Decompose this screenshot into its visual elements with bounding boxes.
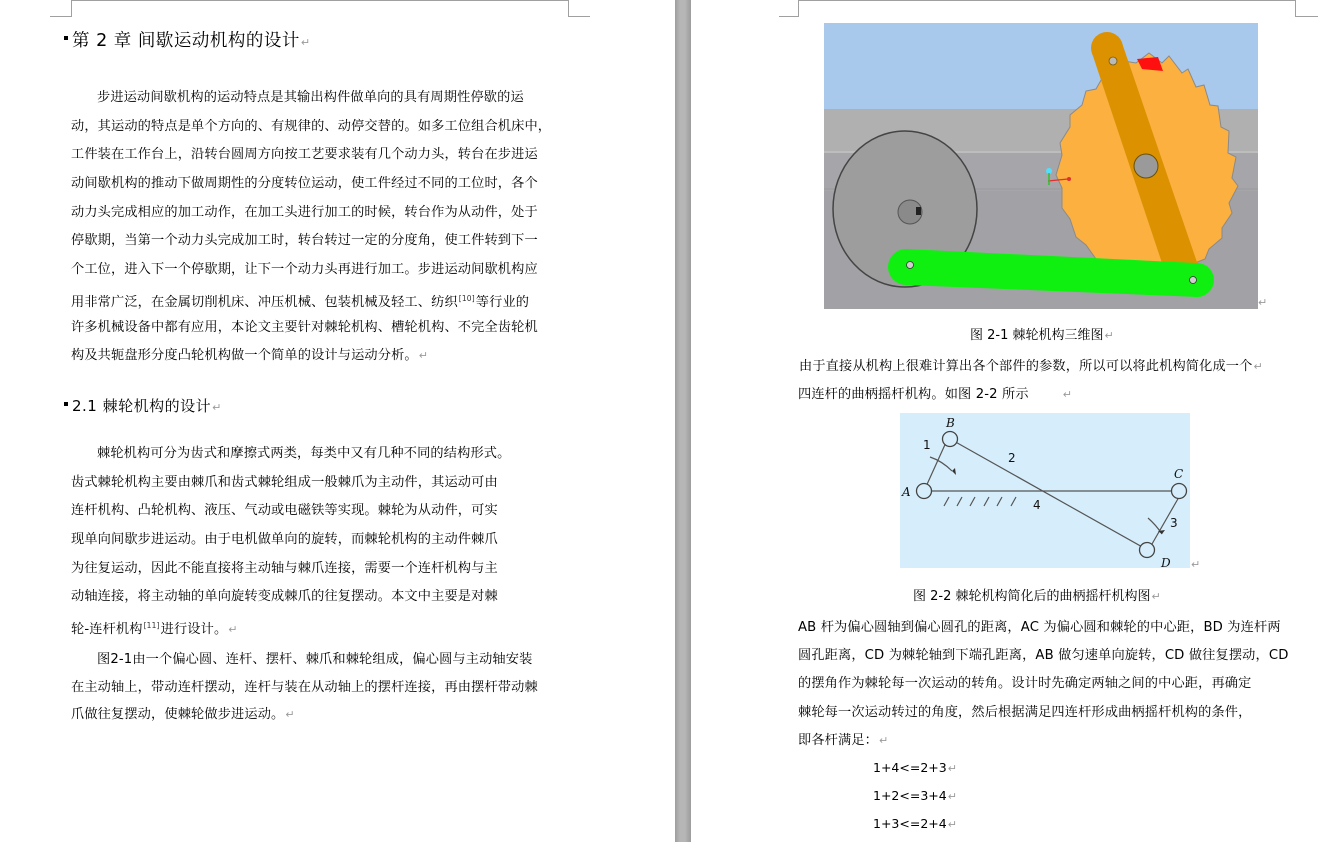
text-line: 动力头完成相应的加工动作，在加工头进行加工的时候，转台作为从动件，处于 (71, 204, 538, 220)
figure-3d-ratchet-image[interactable] (824, 23, 1258, 309)
text-line: 许多机械设备中都有应用，本论文主要针对棘轮机构、槽轮机构、不完全齿轮机 (71, 319, 538, 335)
crop-mark-top-left (779, 0, 799, 17)
paragraph-mark-icon: ↵ (1258, 296, 1268, 309)
text-line: 动，其运动的特点是单个方向的、有规律的、动停交替的。如多工位组合机床中， (71, 118, 552, 134)
text-line: 齿式棘轮机构主要由棘爪和齿式棘轮组成一般棘爪为主动件，其运动可由 (71, 474, 498, 490)
page-top-edge (71, 0, 568, 1)
point-label-b: B (946, 416, 955, 430)
text-line: 图2-1由一个偏心圆、连杆、摆杆、棘爪和棘轮组成，偏心圆与主动轴安装 (97, 652, 533, 667)
text-line: 构及共轭盘形分度凸轮机构做一个简单的设计与运动分析。↵ (71, 348, 429, 364)
text-line: 爪做往复摆动，使棘轮做步进运动。↵ (71, 707, 295, 722)
formula-line: 1+3<=2+4↵ (873, 816, 957, 831)
text-line: 工件装在工作台上，沿转台圆周方向按工艺要求装有几个动力头，转台在步进运 (71, 147, 538, 163)
text-line: 四连杆的曲柄摇杆机构。如图 2-2 所示 ↵ (798, 387, 1073, 402)
text-line: 个工位，进入下一个停歇期，让下一个动力头再进行加工。步进运动间歇机构应 (71, 262, 538, 278)
text-line: 动轴连接，将主动轴的单向旋转变成棘爪的往复摆动。本文中主要是对棘 (71, 589, 498, 605)
paragraph-mark-icon: ↵ (1191, 558, 1201, 571)
text-line: 为往复运动，因此不能直接将主动轴与棘爪连接，需要一个连杆机构与主 (71, 560, 498, 576)
citation-ref[interactable]: [10] (458, 293, 475, 303)
point-label-a: A (902, 485, 911, 499)
text-line: 由于直接从机构上很难计算出各个部件的参数，所以可以将此机构简化成一个↵ (799, 359, 1263, 374)
paragraph-mark-icon: ↵ (1253, 360, 1263, 373)
text-line: 的摆角作为棘轮每一次运动的转角。设计时先确定两轴之间的中心距，再确定 (798, 676, 1252, 691)
crop-mark-top-left (50, 0, 72, 17)
link-label-4: 4 (1033, 498, 1041, 512)
figure-2-1-caption: 图 2-1 棘轮机构三维图↵ (970, 328, 1114, 343)
intro-paragraph[interactable] (71, 84, 571, 371)
paragraph-mark-icon: ↵ (947, 790, 957, 803)
text-line: 停歇期，当第一个动力头完成加工时，转台转过一定的分度角，使工件转到下一 (71, 233, 538, 249)
link-label-2: 2 (1008, 451, 1016, 465)
text-line: 步进运动间歇机构的运动特点是其输出构件做单向的具有周期性停歇的运 (97, 90, 524, 105)
point-label-c: C (1174, 467, 1184, 481)
document-page-right (691, 0, 1338, 842)
heading-bullet (64, 402, 68, 406)
page-top-edge (798, 0, 1295, 1)
page-gap (675, 0, 691, 842)
paragraph-mark-icon: ↵ (212, 401, 222, 414)
crop-mark-top-right (1295, 0, 1318, 17)
figure-description-paragraph[interactable] (71, 646, 571, 729)
text-line: 在主动轴上，带动连杆摆动，连杆与装在从动轴上的摆杆连接，再由摆杆带动棘 (71, 679, 538, 695)
paragraph-mark-icon: ↵ (285, 708, 295, 721)
citation-ref[interactable]: [11] (143, 621, 160, 631)
text-line: 轮-连杆机构[11]进行设计。↵ (71, 621, 238, 638)
point-label-d: D (1161, 556, 1171, 568)
link-label-1: 1 (923, 438, 931, 452)
text-line: 棘轮每一次运动转过的角度，然后根据满足四连杆形成曲柄摇杆机构的条件， (798, 705, 1252, 720)
text-line: 现单向间歇步进运动。由于电机做单向的旋转，而棘轮机构的主动件棘爪 (71, 532, 498, 548)
formula-line: 1+2<=3+4↵ (873, 788, 957, 803)
paragraph-mark-icon: ↵ (1062, 388, 1073, 401)
text-line: 即各杆满足：↵ (798, 733, 889, 748)
paragraph-mark-icon: ↵ (300, 36, 311, 49)
paragraph-mark-icon: ↵ (418, 349, 429, 363)
text-line: AB 杆为偏心圆轴到偏心圆孔的距离，AC 为偏心圆和棘轮的中心距，BD 为连杆两 (798, 620, 1281, 635)
formula-line: 1+4<=2+3↵ (873, 760, 957, 775)
text-line: 用非常广泛，在金属切削机床、冲压机械、包装机械及轻工、纺织[10]等行业的 (71, 293, 530, 310)
paragraph-mark-icon: ↵ (947, 818, 957, 831)
paragraph-mark-icon: ↵ (947, 762, 957, 775)
crop-mark-top-right (568, 0, 590, 17)
figure-2-2-caption: 图 2-2 棘轮机构简化后的曲柄摇杆机构图↵ (913, 589, 1161, 604)
link-label-3: 3 (1170, 516, 1178, 530)
ratchet-paragraph[interactable] (71, 440, 571, 641)
text-line: 棘轮机构可分为齿式和摩擦式两类，每类中又有几种不同的结构形式。 (97, 446, 511, 461)
figure-linkage-diagram[interactable] (900, 413, 1190, 568)
text-line: 圆孔距离，CD 为棘轮轴到下端孔距离，AB 做匀速单向旋转，CD 做往复摆动，CD (798, 648, 1289, 663)
paragraph-mark-icon: ↵ (228, 623, 238, 637)
chapter-heading[interactable]: 第 2 章 间歇运动机构的设计↵ (64, 28, 311, 56)
text-line: 动间歇机构的推动下做周期性的分度转位运动，使工件经过不同的工位时，各个 (71, 176, 538, 192)
heading-bullet (64, 36, 68, 40)
paragraph-mark-icon: ↵ (1151, 590, 1161, 603)
paragraph-mark-icon: ↵ (1104, 329, 1114, 342)
paragraph-mark-icon: ↵ (879, 734, 889, 747)
section-heading[interactable]: 2.1 棘轮机构的设计↵ (64, 394, 222, 420)
text-line: 连杆机构、凸轮机构、液压、气动或电磁铁等实现。棘轮为从动件，可实 (71, 503, 498, 519)
